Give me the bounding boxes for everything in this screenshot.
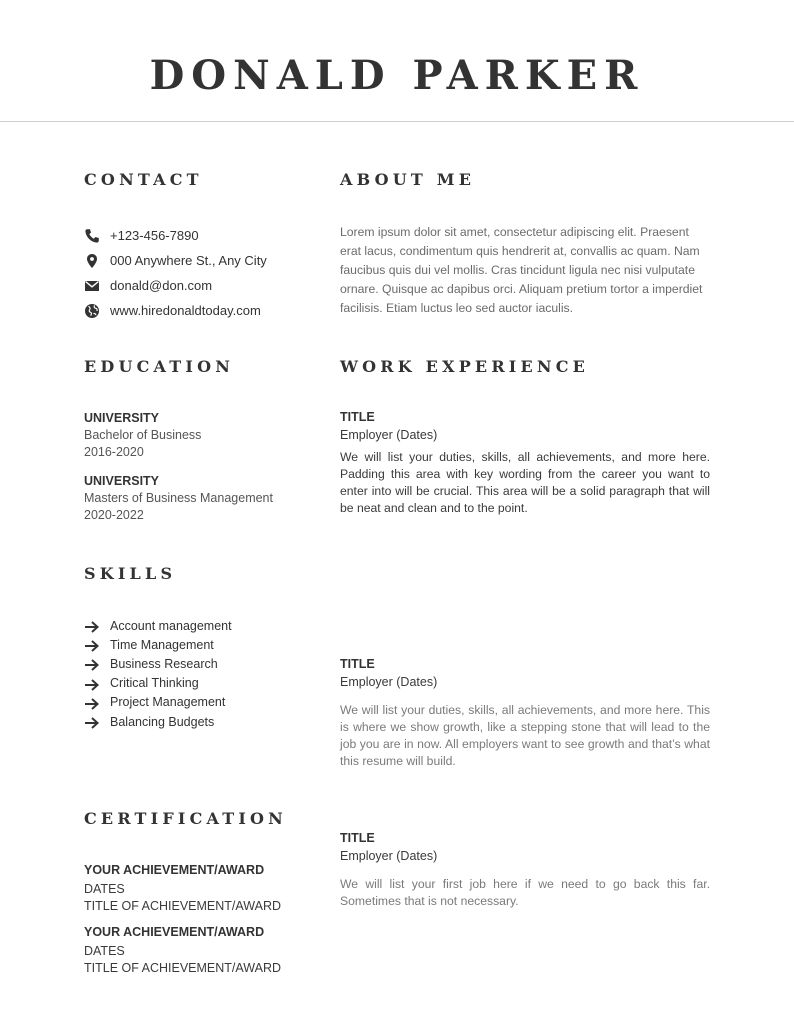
contact-website[interactable] — [84, 298, 267, 323]
arrow-right-icon — [84, 716, 100, 730]
arrow-right-icon — [84, 697, 100, 711]
about-heading: ABOUT ME — [340, 170, 476, 189]
work-heading: WORK EXPERIENCE — [340, 357, 590, 376]
contact-phone-text: +123-456-7890 — [110, 228, 199, 243]
resume-name: DONALD PARKER — [149, 52, 645, 99]
skill-label: Business Research — [110, 656, 218, 671]
job-title: TITLE — [340, 410, 375, 424]
job-employer: Employer (Dates) — [340, 849, 438, 863]
job-entry — [340, 409, 710, 444]
job-description: We will list your first job here if we need to go back this far. Sometimes that is not necessary. — [340, 877, 710, 908]
job-title: TITLE — [340, 657, 375, 671]
contact-email[interactable] — [84, 273, 267, 298]
contact-phone[interactable] — [84, 223, 267, 248]
skill-item — [84, 693, 232, 712]
arrow-right-icon — [84, 620, 100, 634]
job-title: TITLE — [340, 831, 375, 845]
globe-icon — [84, 303, 100, 319]
education-school: UNIVERSITY — [84, 411, 160, 425]
skill-label: Critical Thinking — [110, 676, 199, 691]
certification-item — [84, 924, 324, 977]
certification-item — [84, 862, 324, 915]
certification-award: YOUR ACHIEVEMENT/AWARD — [84, 863, 265, 877]
arrow-right-icon — [84, 658, 100, 672]
arrow-right-icon — [84, 639, 100, 653]
about-text: Lorem ipsum dolor sit amet, consectetur adipiscing elit. Praesent erat lacus, condimentum quis hendrerit at, convallis ac quam. Nam faucibus quis dui vel mollis. Cras tincidunt ligula nec nisi vulputate ornare. Quisque ac dapibus orci. Aliquam pretium tortor a imperdiet facilisis. Etiam luctus leo sed auctor iaculis. — [340, 225, 703, 315]
skill-item — [84, 654, 232, 673]
skill-item — [84, 712, 232, 731]
job-employer: Employer (Dates) — [340, 428, 438, 442]
contact-address-text: 000 Anywhere St., Any City — [110, 253, 267, 268]
education-item — [84, 410, 324, 461]
education-years: 2020-2022 — [84, 508, 144, 522]
certification-title: TITLE OF ACHIEVEMENT/AWARD — [84, 961, 282, 975]
certification-dates: DATES — [84, 882, 125, 896]
phone-icon — [84, 228, 100, 244]
skills-heading: SKILLS — [84, 564, 177, 583]
certification-award: YOUR ACHIEVEMENT/AWARD — [84, 925, 265, 939]
arrow-right-icon — [84, 678, 100, 692]
contact-email-text: donald@don.com — [110, 278, 213, 293]
skill-label: Project Management — [110, 695, 226, 710]
skill-label: Account management — [110, 618, 232, 633]
education-school: UNIVERSITY — [84, 474, 160, 488]
job-description: We will list your duties, skills, all achievements, and more here. Padding this area with key wording from the career you want to enter into will be crucial. This area will be a solid paragraph that will be neat and clean and to the point. — [340, 450, 710, 515]
certification-heading: CERTIFICATION — [84, 809, 288, 828]
certification-title: TITLE OF ACHIEVEMENT/AWARD — [84, 899, 282, 913]
job-employer: Employer (Dates) — [340, 675, 438, 689]
skill-item — [84, 635, 232, 654]
education-degree: Masters of Business Management — [84, 491, 273, 505]
job-description: We will list your duties, skills, all achievements, and more here. This is where we show growth, like a stepping stone that will lead to the job you are in now. All employers want to see growth and that’s what this resume will build. — [340, 703, 710, 768]
skill-label: Balancing Budgets — [110, 714, 215, 729]
header-divider — [0, 121, 794, 122]
location-pin-icon — [84, 253, 100, 269]
contact-list — [84, 223, 267, 323]
education-item — [84, 473, 324, 524]
skill-item — [84, 674, 232, 693]
job-entry — [340, 830, 710, 865]
education-degree: Bachelor of Business — [84, 428, 202, 442]
contact-heading: CONTACT — [84, 170, 203, 189]
job-entry — [340, 656, 710, 691]
contact-address — [84, 248, 267, 273]
contact-website-text: www.hiredonaldtoday.com — [110, 303, 261, 318]
skills-list — [84, 616, 232, 731]
education-heading: EDUCATION — [84, 357, 235, 376]
education-years: 2016-2020 — [84, 445, 144, 459]
envelope-icon — [84, 278, 100, 294]
certification-dates: DATES — [84, 944, 125, 958]
skill-label: Time Management — [110, 637, 214, 652]
skill-item — [84, 616, 232, 635]
